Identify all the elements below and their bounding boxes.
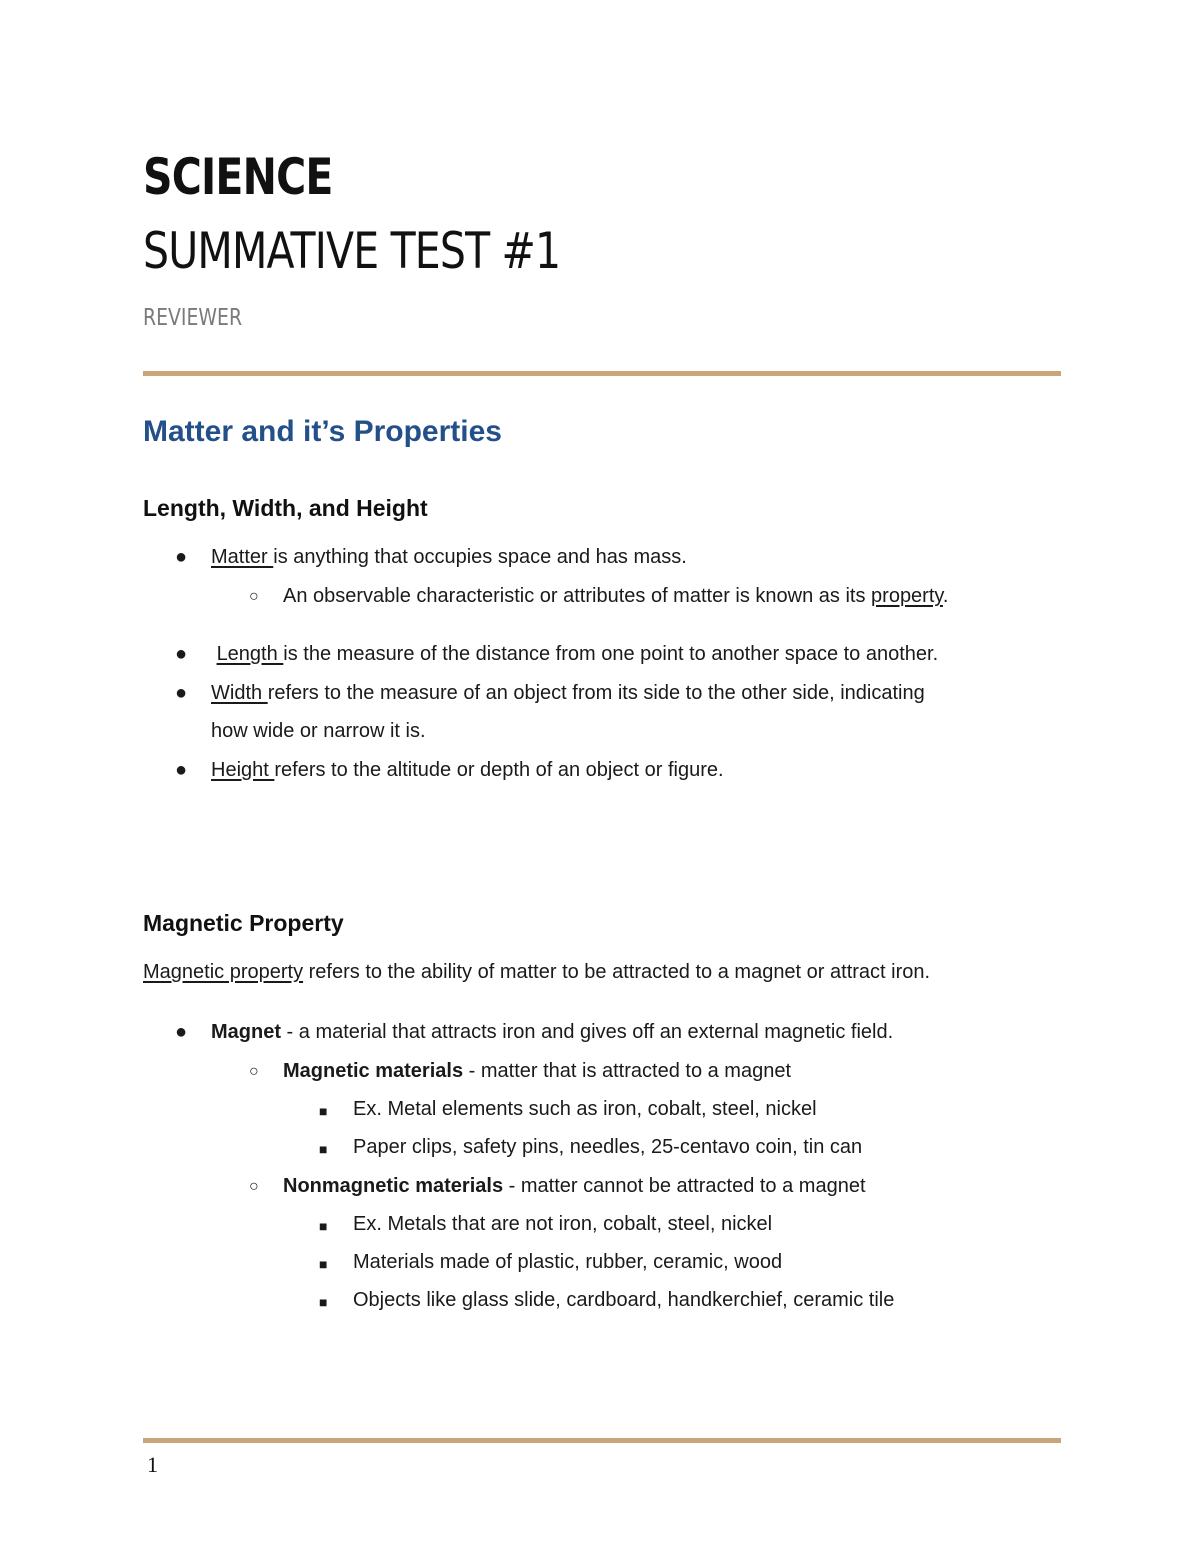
list-item-example: Paper clips, safety pins, needles, 25-centavo coin, tin can: [353, 1136, 863, 1158]
bullet-icon: ●: [175, 546, 188, 568]
page-number: 1: [147, 1452, 158, 1477]
hollow-bullet-icon: ○: [249, 588, 259, 605]
list-item-example: Objects like glass slide, cardboard, handkerchief, ceramic tile: [353, 1289, 895, 1311]
definition-width: refers to the measure of an object from its side to the other side, indicating: [267, 682, 925, 704]
term-matter: Matter: [211, 546, 274, 568]
bullet-icon: ●: [175, 759, 188, 781]
square-bullet-icon: ■: [319, 1294, 328, 1310]
list-item-nonmagnetic-materials: [283, 1172, 866, 1200]
list-item-width: [211, 679, 925, 707]
document-subtitle-title: SUMMATIVE TEST #1: [143, 222, 561, 280]
bullet-icon: ●: [175, 1021, 188, 1043]
list-item-example: Materials made of plastic, rubber, ceramic, wood: [353, 1251, 783, 1273]
top-divider: [143, 371, 1061, 376]
list-item-magnetic-materials: [283, 1057, 791, 1085]
square-bullet-icon: ■: [319, 1218, 328, 1234]
list-item-matter: [211, 543, 687, 571]
definition-magnetic-property: refers to the ability of matter to be attracted to a magnet or attract iron.: [303, 961, 931, 983]
list-item-example: Ex. Metals that are not iron, cobalt, steel, nickel: [353, 1213, 773, 1235]
term-magnetic-materials: Magnetic materials: [283, 1060, 464, 1082]
list-item-magnet: [211, 1018, 893, 1046]
subsection-heading-magnetic: Magnetic Property: [143, 910, 344, 936]
list-item-property: [283, 582, 948, 610]
definition-magnet: - a material that attracts iron and gives off an external magnetic field.: [281, 1021, 894, 1043]
magnetic-property-intro: [143, 958, 930, 986]
bullet-icon: ●: [175, 643, 188, 665]
term-magnetic-property: Magnetic property: [143, 961, 304, 983]
square-bullet-icon: ■: [319, 1103, 328, 1119]
term-property: property: [871, 585, 943, 607]
document-kicker: REVIEWER: [143, 305, 243, 331]
definition-magnetic-materials: - matter that is attracted to a magnet: [463, 1060, 792, 1082]
definition-matter: is anything that occupies space and has mass.: [273, 546, 687, 568]
square-bullet-icon: ■: [319, 1256, 328, 1272]
subsection-heading-dimensions: Length, Width, and Height: [143, 495, 428, 521]
list-item-example: Ex. Metal elements such as iron, cobalt, steel, nickel: [353, 1098, 817, 1120]
hollow-bullet-icon: ○: [249, 1178, 259, 1195]
document-title: SCIENCE: [143, 148, 333, 206]
term-height: Height: [211, 759, 275, 781]
definition-property: An observable characteristic or attributes of matter is known as its: [283, 585, 872, 607]
square-bullet-icon: ■: [319, 1141, 328, 1157]
section-heading: Matter and it’s Properties: [143, 415, 502, 448]
definition-nonmagnetic-materials: - matter cannot be attracted to a magnet: [503, 1175, 866, 1197]
definition-height: refers to the altitude or depth of an object or figure.: [274, 759, 724, 781]
term-magnet: Magnet: [211, 1021, 281, 1043]
bottom-divider: [143, 1438, 1061, 1443]
hollow-bullet-icon: ○: [249, 1063, 259, 1080]
definition-length: is the measure of the distance from one point to another space to another.: [283, 643, 939, 665]
term-length: Length: [216, 643, 284, 665]
list-item-width-continued: how wide or narrow it is.: [211, 720, 426, 742]
sentence-end: .: [942, 585, 949, 607]
bullet-icon: ●: [175, 682, 188, 704]
list-item-length: [211, 640, 938, 668]
term-nonmagnetic-materials: Nonmagnetic materials: [283, 1175, 504, 1197]
list-item-height: [211, 756, 724, 784]
term-width: Width: [211, 682, 268, 704]
